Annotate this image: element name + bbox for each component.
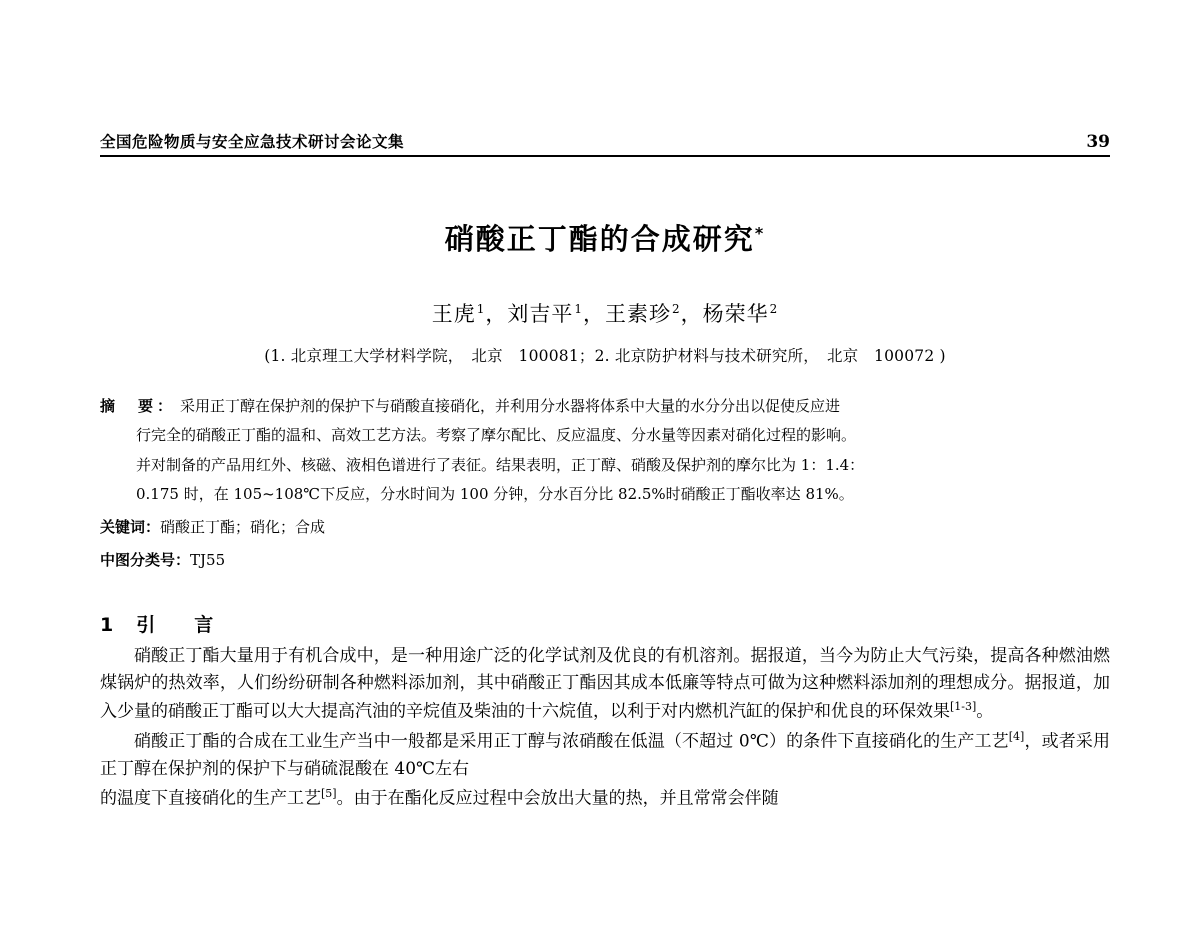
- paragraph: [100, 643, 1110, 726]
- page-title: [445, 217, 765, 258]
- author-4-affil-marker: 2: [769, 302, 779, 316]
- paragraph-text-tail: ，或者采用正丁醇在保护剂的保护下与硝硫混酸在 40℃左右: [100, 731, 1110, 779]
- citation-ref: [5]: [321, 787, 337, 801]
- keywords-row: [100, 513, 1110, 542]
- running-head: [100, 130, 1110, 157]
- paragraph: [100, 785, 1110, 813]
- paragraph: [100, 728, 1110, 784]
- clc-row: [100, 546, 1110, 575]
- abstract-line-1: [100, 392, 1110, 421]
- author-list: [100, 298, 1110, 328]
- paragraph-text: 的温度下直接硝化的生产工艺: [100, 789, 321, 810]
- paragraph-text: 硝酸正丁酯的合成在工业生产当中一般都是采用正丁醇与浓硝酸在低温（不超过 0℃）的条件下直接硝化的生产工艺: [134, 731, 1009, 752]
- paragraph-text: 硝酸正丁酯大量用于有机合成中，是一种用途广泛的化学试剂及优良的有机溶剂。据报道，当今为防止大气污染，提高各种燃油燃煤锅炉的热效率，人们纷纷研制各种燃料添加剂，其中硝酸正丁酯因其成本低廉等特点可做为这种燃料添加剂的理想成分。据报道，加入少量的硝酸正丁酯可以大大提高汽油的辛烷值及柴油的十六烷值，以利于对内燃机汽缸的保护和优良的环保效果: [100, 645, 1110, 722]
- abstract-line-2: 行完全的硝酸正丁酯的温和、高效工艺方法。考察了摩尔配比、反应温度、分水量等因素对硝化过程的影响。: [136, 426, 857, 445]
- author-3: ，王素珍: [583, 302, 671, 326]
- title-block: [100, 217, 1110, 258]
- title-footnote-marker: *: [754, 223, 766, 243]
- author-2-affil-marker: 1: [574, 302, 583, 316]
- keywords-label: 关键词：: [100, 518, 161, 536]
- keywords-value: 硝酸正丁酯；硝化；合成: [160, 518, 326, 536]
- page-content: [100, 130, 1110, 814]
- abstract-line-4: 0.175 时，在 105~108℃下反应，分水时间为 100 分钟，分水百分比 82.5%时硝酸正丁酯收率达 81%。: [136, 484, 854, 503]
- paragraph-text-tail: 。: [976, 701, 994, 722]
- author-1: 王虎: [431, 302, 476, 326]
- running-head-title: 全国危险物质与安全应急技术研讨会论文集: [100, 133, 405, 151]
- citation-ref: [1-3]: [950, 699, 977, 713]
- page-number: 39: [1086, 132, 1110, 152]
- abstract-line-3: 并对制备的产品用红外、核磁、液相色谱进行了表征。结果表明，正丁醇、硝酸及保护剂的摩尔比为 1：1.4：: [136, 455, 865, 474]
- paper-title-text: 硝酸正丁酯的合成研究: [444, 222, 755, 256]
- affiliation: (1. 北京理工大学材料学院， 北京 100081；2. 北京防护材料与技术研究所， 北京 100072 ): [264, 347, 946, 365]
- clc-label: 中图分类号：: [100, 551, 191, 570]
- author-1-affil-marker: 1: [476, 302, 486, 316]
- author-3-affil-marker: 2: [672, 302, 681, 316]
- paragraph-text-tail: 。由于在酯化反应过程中会放出大量的热，并且常常会伴随: [336, 789, 779, 810]
- abstract-label: 摘 要：: [100, 397, 177, 415]
- section-heading: [100, 610, 1110, 637]
- author-4: ，杨荣华: [680, 302, 769, 326]
- clc-value: TJ55: [190, 551, 226, 570]
- section-number: 1: [100, 613, 115, 636]
- author-2: ，刘吉平: [485, 302, 574, 326]
- citation-ref: [4]: [1008, 729, 1025, 743]
- section-title: 引 言: [136, 613, 224, 636]
- abstract-text-1: 采用正丁醇在保护剂的保护下与硝酸直接硝化，并利用分水器将体系中大量的水分分出以促使反应进: [180, 397, 841, 415]
- abstract-block: [100, 392, 1110, 576]
